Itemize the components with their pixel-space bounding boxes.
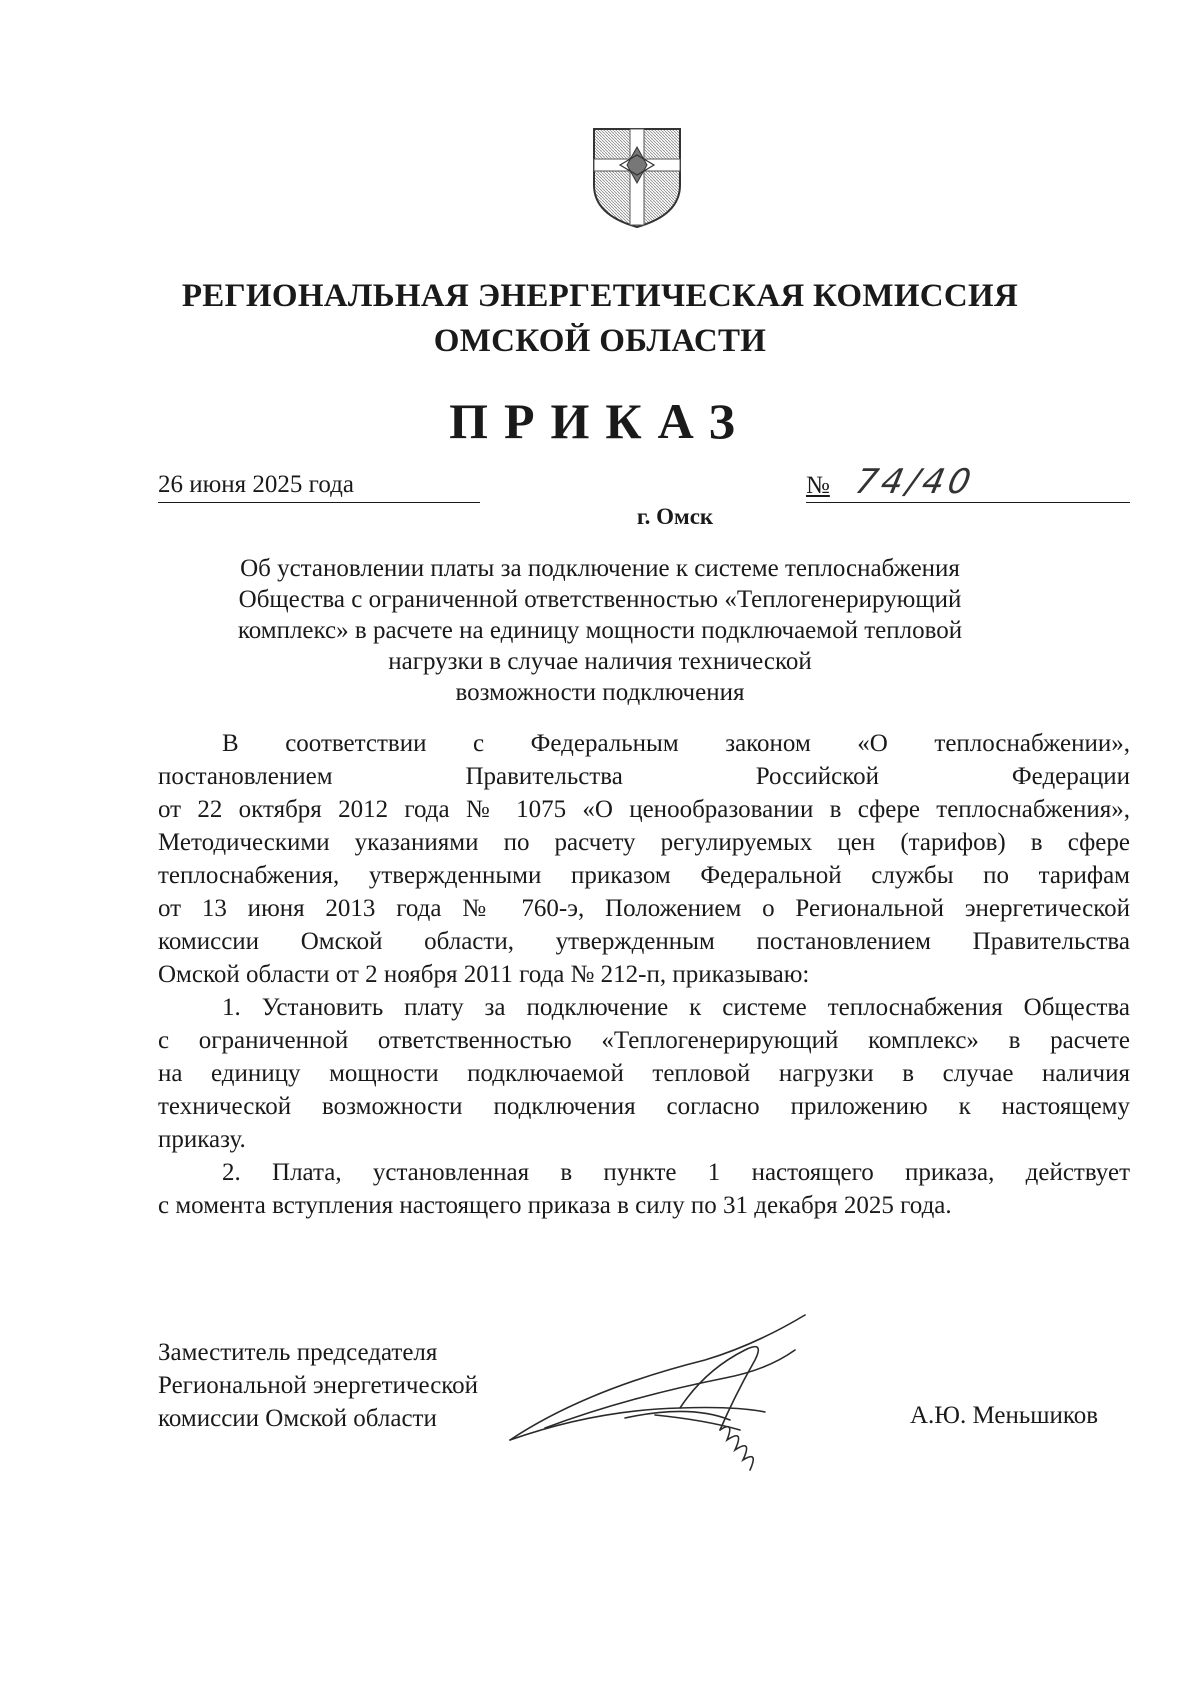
coat-of-arms-icon bbox=[590, 125, 684, 230]
body-line: В соответствии с Федеральным законом «О теплоснабжении», bbox=[222, 730, 1130, 757]
signer-position-line: Заместитель председателя bbox=[158, 1339, 438, 1366]
document-date: 26 июня 2025 года bbox=[158, 471, 354, 498]
organization-name-line2: ОМСКОЙ ОБЛАСТИ bbox=[433, 323, 767, 359]
date-field bbox=[158, 470, 480, 503]
body-line: приказу. bbox=[158, 1126, 246, 1153]
signer-position-line: комиссии Омской области bbox=[158, 1405, 437, 1432]
body-line: 1. Установить плату за подключение к системе теплоснабжения Общества bbox=[222, 994, 1130, 1021]
number-field bbox=[806, 462, 1130, 503]
body-line: технической возможности подключения согласно приложению к настоящему bbox=[158, 1093, 1130, 1120]
body-line: 2. Плата, установленная в пункте 1 настоящего приказа, действует bbox=[222, 1159, 1130, 1186]
body-line: от 22 октября 2012 года № 1075 «О ценообразовании в сфере теплоснабжения», bbox=[158, 796, 1130, 823]
subject-line: Об установлении платы за подключение к системе теплоснабжения bbox=[240, 555, 960, 582]
handwritten-signature-icon bbox=[505, 1300, 815, 1490]
body-line: на единицу мощности подключаемой тепловой нагрузки в случае наличия bbox=[158, 1060, 1130, 1087]
document-number: 74/40 bbox=[851, 462, 979, 502]
body-line: от 13 июня 2013 года № 760-э, Положением о Региональной энергетической bbox=[158, 895, 1130, 922]
signer-position bbox=[158, 1336, 478, 1435]
body-line: с ограниченной ответственностью «Теплогенерирующий комплекс» в расчете bbox=[158, 1027, 1130, 1054]
city-label: г. Омск bbox=[636, 504, 714, 529]
signer-name: А.Ю. Меньшиков bbox=[910, 1402, 1099, 1429]
subject-line: возможности подключения bbox=[455, 679, 745, 706]
body-line: теплоснабжения, утвержденными приказом Федеральной службы по тарифам bbox=[158, 862, 1130, 889]
body-line: Методическими указаниями по расчету регулируемых цен (тарифов) в сфере bbox=[158, 829, 1130, 856]
body-line: комиссии Омской области, утвержденным постановлением Правительства bbox=[158, 928, 1130, 955]
subject-line: нагрузки в случае наличия технической bbox=[388, 648, 812, 675]
body-line: Омской области от 2 ноября 2011 года № 212-п, приказываю: bbox=[158, 961, 810, 988]
subject-line: Общества с ограниченной ответственностью «Теплогенерирующий bbox=[238, 586, 962, 613]
document-type-title: ПРИКАЗ bbox=[449, 393, 751, 449]
body-line: с момента вступления настоящего приказа в силу по 31 декабря 2025 года. bbox=[158, 1192, 952, 1219]
signer-position-line: Региональной энергетической bbox=[158, 1372, 479, 1399]
subject-line: комплекс» в расчете на единицу мощности подключаемой тепловой bbox=[237, 617, 963, 644]
body-line: постановлением Правительства Российской Федерации bbox=[158, 763, 1130, 790]
organization-name-line1: РЕГИОНАЛЬНАЯ ЭНЕРГЕТИЧЕСКАЯ КОМИССИЯ bbox=[181, 278, 1019, 314]
number-sign: № bbox=[806, 472, 830, 499]
